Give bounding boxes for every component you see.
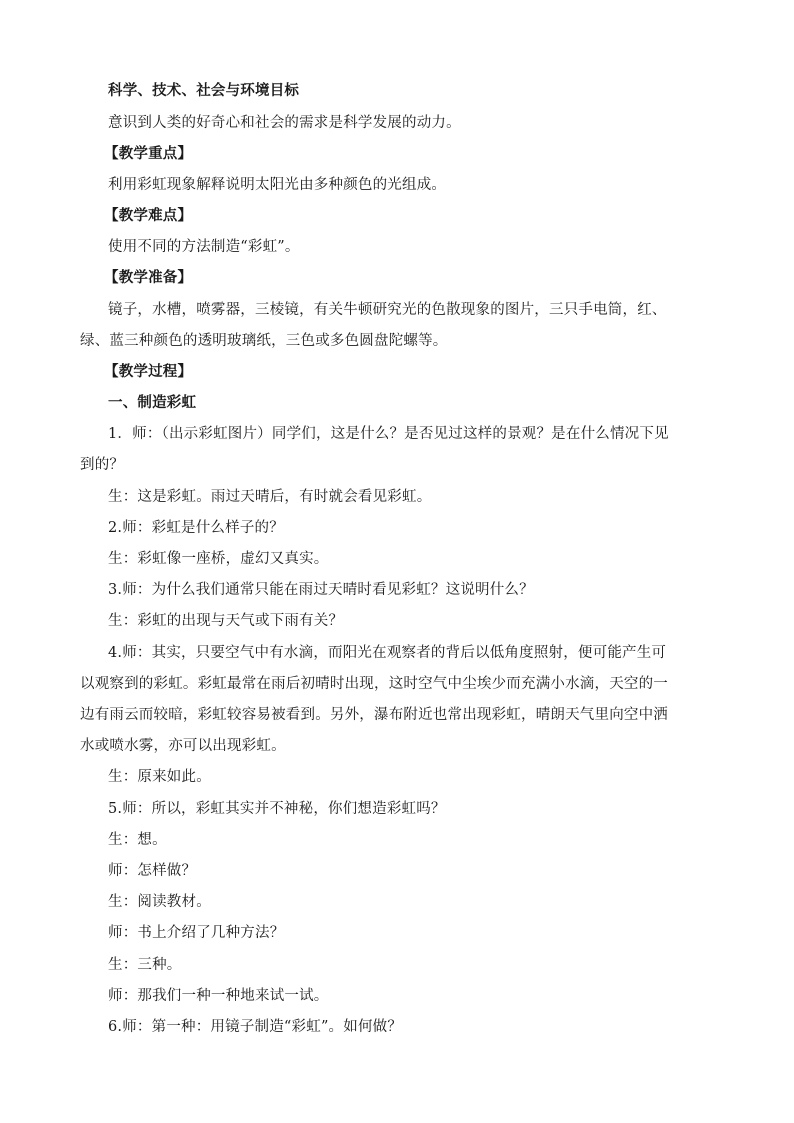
paragraph-line: 边有雨云而较暗，彩虹较容易被看到。另外，瀑布附近也常出现彩虹，晴朗天气里向空中洒 — [80, 707, 668, 723]
paragraph-line: 6.师：第一种：用镜子制造“彩虹”。如何做？ — [108, 1019, 403, 1035]
paragraph-line: 意识到人类的好奇心和社会的需求是科学发展的动力。 — [108, 115, 461, 131]
paragraph-line: 水或喷水雾，亦可以出现彩虹。 — [80, 738, 286, 754]
paragraph-line: 利用彩虹现象解释说明太阳光由多种颜色的光组成。 — [108, 177, 447, 193]
paragraph-line: 2.师：彩虹是什么样子的？ — [108, 520, 284, 536]
paragraph-line: 5.师：所以，彩虹其实并不神秘，你们想造彩虹吗？ — [108, 801, 446, 817]
paragraph-line: 生：想。 — [108, 832, 167, 848]
paragraph-line: 生：原来如此。 — [108, 769, 211, 785]
subsection-heading-make-rainbow: 一、制造彩虹 — [108, 394, 197, 411]
paragraph-line: 师：书上介绍了几种方法？ — [108, 925, 285, 941]
section-heading-preparation: 【教学准备】 — [104, 269, 193, 286]
paragraph-line: 生：这是彩虹。雨过天晴后，有时就会看见彩虹。 — [108, 489, 432, 505]
paragraph-line: 生：三种。 — [108, 957, 182, 973]
paragraph-line: 生：阅读教材。 — [108, 894, 211, 910]
paragraph-line: 生：彩虹的出现与天气或下雨有关？ — [108, 613, 344, 629]
paragraph-line: 师：怎样做？ — [108, 863, 197, 879]
paragraph-line: 绿、蓝三种颜色的透明玻璃纸，三色或多色圆盘陀螺等。 — [80, 333, 448, 349]
section-heading-difficulties: 【教学难点】 — [104, 207, 193, 224]
paragraph-line: 到的？ — [80, 457, 125, 473]
paragraph-line: 1．师：（出示彩虹图片）同学们，这是什么？是否见过这样的景观？是在什么情况下见 — [108, 426, 669, 442]
paragraph-line: 镜子，水槽，喷雾器，三棱镜，有关牛顿研究光的色散现象的图片，三只手电筒，红、 — [108, 302, 667, 318]
paragraph-line: 4.师：其实，只要空气中有水滴，而阳光在观察者的背后以低角度照射，便可能产生可 — [108, 645, 667, 661]
paragraph-line: 生：彩虹像一座桥，虚幻又真实。 — [108, 551, 329, 567]
section-heading-key-points: 【教学重点】 — [104, 145, 193, 162]
paragraph-line: 3.师：为什么我们通常只能在雨过天晴时看见彩虹？这说明什么？ — [108, 582, 534, 598]
section-heading-process: 【教学过程】 — [104, 363, 193, 380]
paragraph-line: 师：那我们一种一种地来试一试。 — [108, 988, 329, 1004]
paragraph-line: 以观察到的彩虹。彩虹最常在雨后初晴时出现，这时空气中尘埃少而充满小水滴，天空的一 — [80, 676, 668, 692]
section-heading-sts-goal: 科学、技术、社会与环境目标 — [108, 82, 300, 99]
paragraph-line: 使用不同的方法制造“彩虹”。 — [108, 239, 300, 255]
